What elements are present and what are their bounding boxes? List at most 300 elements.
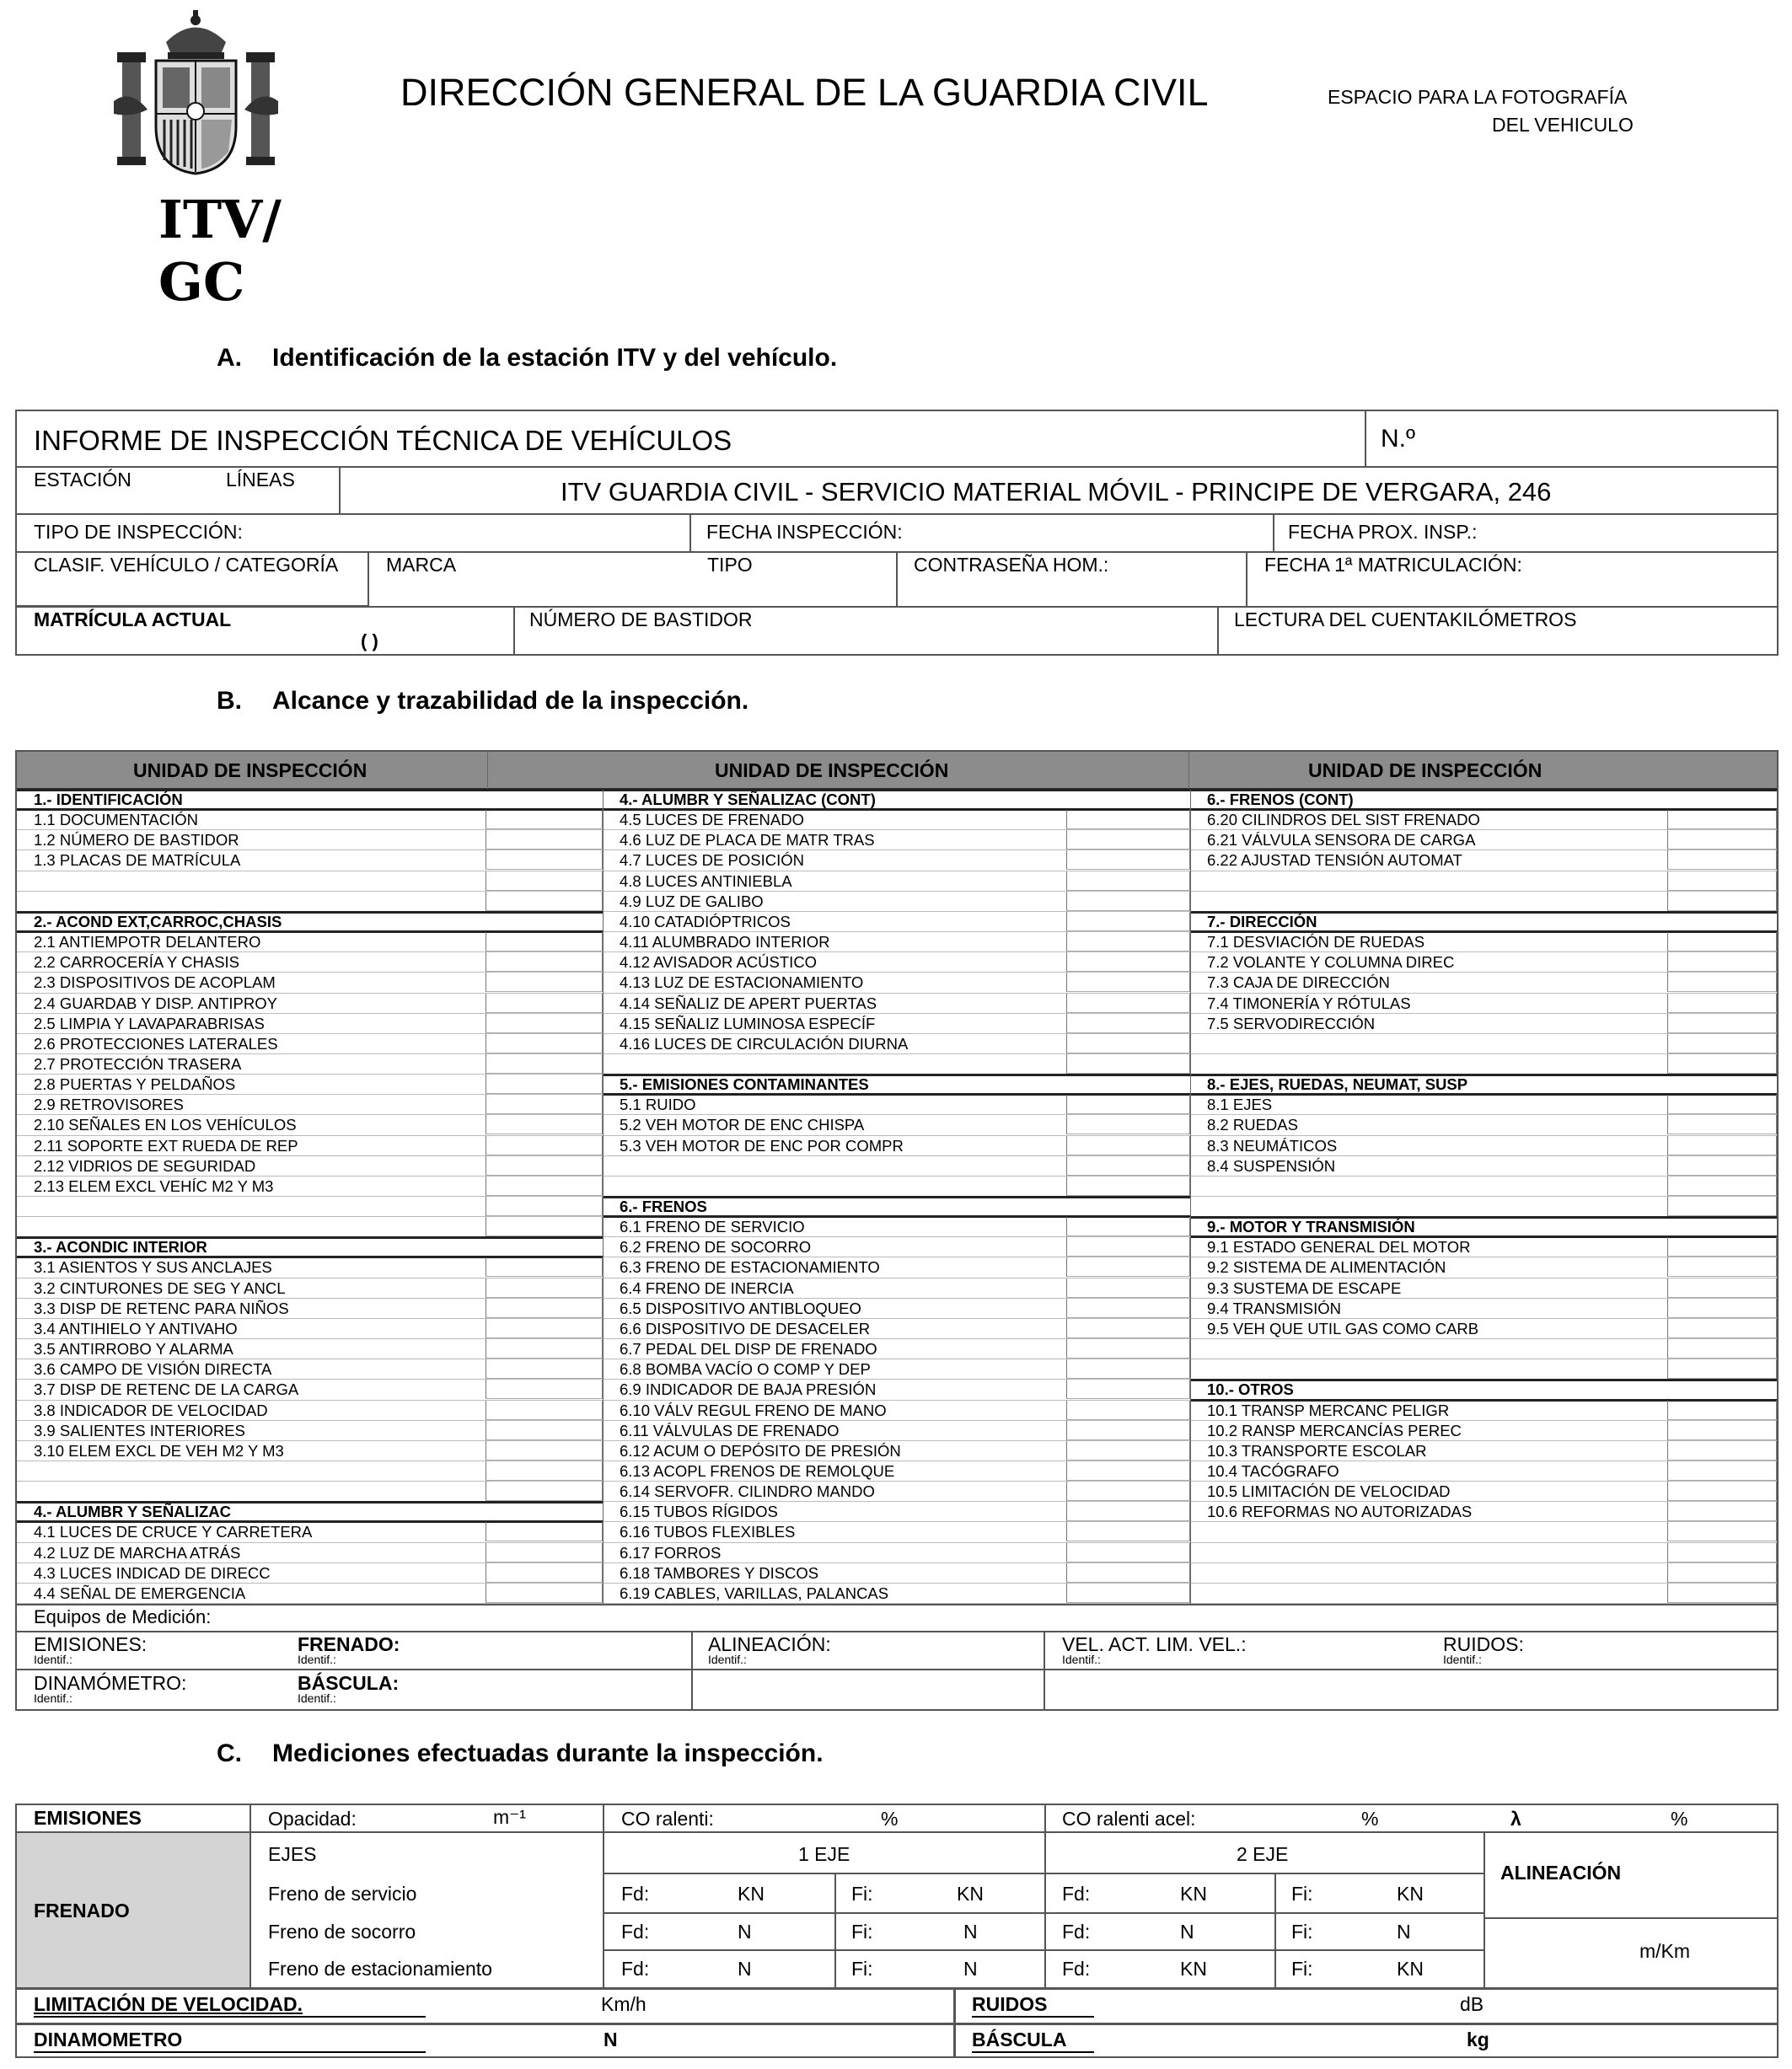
scope-check-cell[interactable] [1066, 1421, 1190, 1440]
scope-item-label: 2.10 SEÑALES EN LOS VEHÍCULOS [34, 1116, 297, 1134]
scope-item-label: 7.1 DESVIACIÓN DE RUEDAS [1207, 933, 1425, 951]
scope-check-cell[interactable] [486, 1177, 603, 1196]
scope-check-cell[interactable] [1066, 1034, 1190, 1053]
scope-item-label: 3.3 DISP DE RETENC PARA NIÑOS [34, 1299, 289, 1317]
scope-item-label: 6.20 CILINDROS DEL SIST FRENADO [1207, 811, 1480, 829]
scope-row [1190, 1075, 1777, 1094]
inspection-type-label: TIPO DE INSPECCIÓN: [34, 521, 243, 543]
estac-eje2-fd-unit: KN [1180, 1958, 1207, 1980]
scope-item-label: 4.8 LUCES ANTINIEBLA [620, 871, 792, 890]
column-divider [603, 790, 604, 1604]
estac-eje1-fd: Fd: [621, 1958, 650, 1980]
scope-item-label: 9.2 SISTEMA DE ALIMENTACIÓN [1207, 1258, 1446, 1277]
scope-item-label: 4.9 LUZ DE GALIBO [620, 892, 764, 910]
scope-item-label: 6.10 VÁLV REGUL FRENO DE MANO [620, 1401, 887, 1419]
servicio-eje2-fd: Fd: [1062, 1883, 1091, 1905]
scope-item-label: 10.2 RANSP MERCANCÍAS PEREC [1207, 1421, 1462, 1439]
scope-check-cell[interactable] [1667, 1522, 1777, 1541]
scope-item-label: 6.19 CABLES, VARILLAS, PALANCAS [620, 1584, 889, 1602]
co-ralenti-acel-percent: % [1361, 1808, 1379, 1830]
socorro-eje1-fi-unit: N [963, 1921, 978, 1943]
equip-frenado: FRENADO: [298, 1633, 400, 1655]
servicio-eje1-fd: Fd: [621, 1883, 650, 1905]
section-b-title [217, 689, 748, 714]
scope-check-cell[interactable] [486, 1034, 603, 1053]
socorro-eje1-fi: Fi: [851, 1921, 873, 1943]
scope-row [17, 912, 603, 931]
section-c-title-text: Mediciones efectuadas durante la inspección. [272, 1739, 824, 1767]
scope-check-cell[interactable] [1066, 1482, 1190, 1501]
scope-check-cell[interactable] [1066, 1339, 1190, 1359]
scope-check-cell[interactable] [486, 1522, 603, 1541]
scope-check-cell[interactable] [486, 1461, 603, 1481]
section-b-letter: B. [217, 687, 242, 715]
n-unit: N [604, 2029, 618, 2050]
servicio-eje2-fd-unit: KN [1180, 1883, 1207, 1905]
scope-section-header: 4.- ALUMBR Y SEÑALIZAC (CONT) [620, 791, 876, 808]
plate-label: MATRÍCULA ACTUAL [34, 608, 232, 630]
equipment-label: Equipos de Medición: [34, 1606, 212, 1627]
scope-item-label: 2.3 DISPOSITIVOS DE ACOPLAM [34, 973, 276, 992]
equip-bascula-identif: Identif.: [298, 1691, 336, 1705]
opacidad-unit: m⁻¹ [493, 1806, 526, 1828]
scope-item-label: 3.2 CINTURONES DE SEG Y ANCL [34, 1278, 286, 1297]
column-divider [1190, 790, 1191, 1604]
lambda-percent: % [1671, 1808, 1688, 1830]
scope-check-cell[interactable] [1667, 1563, 1777, 1583]
scope-item-label: 1.1 DOCUMENTACIÓN [34, 811, 198, 829]
scope-check-cell[interactable] [1667, 871, 1777, 891]
section-divider [1190, 789, 1777, 791]
scope-item-label: 4.10 CATADIÓPTRICOS [620, 912, 791, 930]
scope-check-cell[interactable] [1066, 1563, 1190, 1583]
scope-item-label: 9.1 ESTADO GENERAL DEL MOTOR [1207, 1238, 1471, 1257]
section-divider [603, 1074, 1190, 1076]
scope-check-cell[interactable] [1066, 850, 1190, 870]
scope-check-cell[interactable] [486, 1075, 603, 1094]
scope-check-cell[interactable] [1667, 892, 1777, 911]
scope-check-cell[interactable] [1667, 1014, 1777, 1033]
scope-item-label: 4.12 AVISADOR ACÚSTICO [620, 953, 818, 972]
scope-item-label: 6.1 FRENO DE SERVICIO [620, 1218, 805, 1236]
equip-dinamometro-identif: Identif.: [34, 1691, 72, 1705]
scope-check-cell[interactable] [1667, 973, 1777, 992]
scope-item-label: 3.4 ANTIHIELO Y ANTIVAHO [34, 1319, 238, 1337]
scope-row [603, 1197, 1190, 1216]
scope-item-label: 3.1 ASIENTOS Y SUS ANCLAJES [34, 1258, 272, 1277]
lambda-label: λ [1510, 1808, 1521, 1830]
scope-section-header: 5.- EMISIONES CONTAMINANTES [620, 1075, 869, 1094]
co-ralenti-percent: % [881, 1808, 899, 1830]
scope-check-cell[interactable] [1066, 1584, 1190, 1603]
scope-item-label: 4.11 ALUMBRADO INTERIOR [620, 933, 830, 951]
scope-section-header: 6.- FRENOS (CONT) [1207, 791, 1354, 808]
scope-item-label: 1.3 PLACAS DE MATRÍCULA [34, 851, 241, 870]
scope-row [1190, 912, 1777, 931]
scope-check-cell[interactable] [1667, 1177, 1777, 1196]
equip-frenado-identif: Identif.: [298, 1653, 336, 1666]
scope-item-label: 2.2 CARROCERÍA Y CHASIS [34, 953, 240, 972]
estac-eje2-fi-unit: KN [1397, 1958, 1424, 1980]
scope-item-label: 6.8 BOMBA VACÍO O COMP Y DEP [620, 1360, 871, 1379]
scope-check-cell[interactable] [486, 892, 603, 911]
socorro-eje1-fd: Fd: [621, 1921, 650, 1943]
scope-check-cell[interactable] [486, 1319, 603, 1338]
scope-check-cell[interactable] [486, 1217, 603, 1236]
bascula-label: BÁSCULA [972, 2029, 1067, 2050]
scope-row [17, 1237, 603, 1257]
scope-check-cell[interactable] [486, 1257, 603, 1277]
scope-check-cell[interactable] [1667, 1095, 1777, 1114]
scope-item-label: 3.5 ANTIRROBO Y ALARMA [34, 1340, 233, 1358]
station-label: ESTACIÓN [34, 469, 131, 490]
equip-bascula: BÁSCULA: [298, 1672, 400, 1694]
scope-check-cell[interactable] [1066, 1522, 1190, 1541]
scope-check-cell[interactable] [1066, 1319, 1190, 1338]
socorro-eje2-fi-unit: N [1397, 1921, 1411, 1943]
scope-check-cell[interactable] [486, 1482, 603, 1501]
scope-item-label: 7.2 VOLANTE Y COLUMNA DIREC [1207, 953, 1455, 972]
estac-eje1-fi-unit: N [963, 1958, 978, 1980]
scope-item-label: 6.5 DISPOSITIVO ANTIBLOQUEO [620, 1299, 861, 1317]
scope-check-cell[interactable] [1667, 850, 1777, 870]
station-value: ITV GUARDIA CIVIL - SERVICIO MATERIAL MÓVIL - PRINCIPE DE VERGARA, 246 [561, 477, 1552, 507]
scope-item-label: 5.1 RUIDO [620, 1096, 696, 1114]
scope-check-cell[interactable] [1667, 1237, 1777, 1257]
scope-item-label: 7.3 CAJA DE DIRECCIÓN [1207, 973, 1390, 992]
scope-item-label: 4.2 LUZ DE MARCHA ATRÁS [34, 1543, 241, 1562]
scope-item-label: 3.7 DISP DE RETENC DE LA CARGA [34, 1380, 299, 1399]
scope-item-label: 4.6 LUZ DE PLACA DE MATR TRAS [620, 831, 875, 850]
alineacion-unit: m/Km [1639, 1940, 1691, 1962]
estac-eje2-fi: Fi: [1291, 1958, 1313, 1980]
scope-item-label: 6.21 VÁLVULA SENSORA DE CARGA [1207, 831, 1476, 850]
scope-item-label: 4.14 SEÑALIZ DE APERT PUERTAS [620, 994, 877, 1012]
scope-check-cell[interactable] [486, 830, 603, 850]
scope-check-cell[interactable] [1066, 973, 1190, 992]
section-b-title-text: Alcance y trazabilidad de la inspección. [272, 687, 749, 715]
scope-item-label: 5.2 VEH MOTOR DE ENC CHISPA [620, 1116, 865, 1134]
scope-item-label: 3.10 ELEM EXCL DE VEH M2 Y M3 [34, 1441, 284, 1460]
scope-item-label: 2.13 ELEM EXCL VEHÍC M2 Y M3 [34, 1177, 274, 1195]
chassis-label: NÚMERO DE BASTIDOR [529, 608, 753, 630]
section-divider [1190, 1074, 1777, 1076]
scope-item-label: 8.4 SUSPENSIÓN [1207, 1156, 1336, 1175]
scope-check-cell[interactable] [1066, 892, 1190, 911]
scope-check-cell[interactable] [486, 1197, 603, 1216]
scope-check-cell[interactable] [486, 932, 603, 951]
scope-check-cell[interactable] [1066, 1299, 1190, 1318]
scope-check-cell[interactable] [1066, 932, 1190, 951]
scope-item-label: 6.22 AJUSTAD TENSIÓN AUTOMAT [1207, 851, 1462, 870]
section-c-title [217, 1741, 824, 1766]
scope-check-cell[interactable] [1667, 1502, 1777, 1521]
scope-check-cell[interactable] [1667, 994, 1777, 1013]
scope-check-cell[interactable] [1667, 1197, 1777, 1216]
scope-item-label: 4.7 LUCES DE POSICIÓN [620, 851, 804, 870]
scope-check-cell[interactable] [1066, 1380, 1190, 1399]
inspection-date-label: FECHA INSPECCIÓN: [706, 521, 903, 543]
scope-section-header: 6.- FRENOS [620, 1198, 707, 1215]
scope-row [17, 790, 603, 809]
odometer-label: LECTURA DEL CUENTAKILÓMETROS [1234, 608, 1577, 630]
scope-check-cell[interactable] [1066, 1401, 1190, 1420]
scope-check-cell[interactable] [1667, 1339, 1777, 1359]
section-c-letter: C. [217, 1739, 242, 1767]
scope-item-label: 7.4 TIMONERÍA Y RÓTULAS [1207, 994, 1411, 1012]
equip-dinamometro: DINAMÓMETRO: [34, 1672, 187, 1694]
make-label: MARCA [386, 554, 457, 576]
scope-check-cell[interactable] [486, 973, 603, 992]
scope-item-label: 6.7 PEDAL DEL DISP DE FRENADO [620, 1340, 877, 1358]
scope-check-cell[interactable] [1066, 1177, 1190, 1196]
scope-check-cell[interactable] [1066, 1278, 1190, 1298]
scope-check-cell[interactable] [1066, 830, 1190, 850]
scope-item-label: 4.16 LUCES DE CIRCULACIÓN DIURNA [620, 1034, 909, 1053]
equip-vel: VEL. ACT. LIM. VEL.: [1062, 1633, 1247, 1655]
scope-check-cell[interactable] [1667, 1543, 1777, 1562]
scope-check-cell[interactable] [486, 994, 603, 1013]
equip-ruidos-identif: Identif.: [1443, 1653, 1482, 1666]
scope-check-cell[interactable] [1667, 1359, 1777, 1379]
scope-item-label: 4.15 SEÑALIZ LUMINOSA ESPECÍF [620, 1014, 876, 1032]
scope-row [1190, 790, 1777, 809]
scope-row [1190, 1217, 1777, 1236]
equip-alineacion-identif: Identif.: [708, 1653, 747, 1666]
limitacion-label: LIMITACIÓN DE VELOCIDAD. [34, 1993, 303, 2015]
scope-check-cell[interactable] [1667, 1054, 1777, 1074]
scope-check-cell[interactable] [486, 1563, 603, 1583]
socorro-eje2-fi: Fi: [1291, 1921, 1313, 1943]
scope-item-label: 6.11 VÁLVULAS DE FRENADO [620, 1421, 840, 1439]
lines-label: LÍNEAS [226, 469, 295, 490]
scope-check-cell[interactable] [1066, 1014, 1190, 1033]
scope-item-label: 9.3 SUSTEMA DE ESCAPE [1207, 1278, 1402, 1297]
scope-check-cell[interactable] [1066, 912, 1190, 931]
scope-check-cell[interactable] [1066, 952, 1190, 972]
col-header-1: UNIDAD DE INSPECCIÓN [133, 759, 368, 781]
scope-check-cell[interactable] [1066, 1441, 1190, 1461]
kg-unit: kg [1467, 2029, 1489, 2050]
scope-check-cell[interactable] [1066, 871, 1190, 891]
scope-check-cell[interactable] [486, 1441, 603, 1461]
scope-check-cell[interactable] [1667, 1482, 1777, 1501]
photo-space-line2: DEL VEHICULO [1492, 114, 1634, 136]
scope-check-cell[interactable] [1667, 952, 1777, 972]
scope-item-label: 9.4 TRANSMISIÓN [1207, 1299, 1342, 1317]
section-a-letter: A. [217, 344, 242, 372]
scope-item-label: 6.14 SERVOFR. CILINDRO MANDO [620, 1482, 875, 1501]
section-divider [603, 1196, 1190, 1198]
servicio-eje1-fi: Fi: [851, 1883, 873, 1905]
scope-section-header: 10.- OTROS [1207, 1380, 1294, 1399]
scope-check-cell[interactable] [1667, 1299, 1777, 1318]
ejes-label: EJES [268, 1843, 317, 1865]
scope-check-cell[interactable] [1667, 1401, 1777, 1420]
scope-check-cell[interactable] [486, 1584, 603, 1603]
scope-check-cell[interactable] [1066, 994, 1190, 1013]
servicio-eje2-fi-unit: KN [1397, 1883, 1424, 1905]
scope-section-header: 8.- EJES, RUEDAS, NEUMAT, SUSP [1207, 1075, 1468, 1094]
estac-eje1-fi: Fi: [851, 1958, 873, 1980]
scope-item-label: 4.5 LUCES DE FRENADO [620, 811, 804, 829]
scope-item-label: 2.1 ANTIEMPOTR DELANTERO [34, 933, 261, 951]
section-divider [1190, 911, 1777, 914]
scope-check-cell[interactable] [1667, 1319, 1777, 1338]
scope-item-label: 2.5 LIMPIA Y LAVAPARABRISAS [34, 1014, 265, 1032]
socorro-eje2-fd-unit: N [1180, 1921, 1194, 1943]
scope-item-label: 5.3 VEH MOTOR DE ENC POR COMPR [620, 1136, 904, 1155]
section-divider [1190, 1216, 1777, 1219]
photo-space-line1: ESPACIO PARA LA FOTOGRAFÍA [1328, 86, 1628, 108]
scope-check-cell[interactable] [1667, 830, 1777, 850]
scope-check-cell[interactable] [1066, 1543, 1190, 1562]
scope-check-cell[interactable] [1066, 1502, 1190, 1521]
scope-check-cell[interactable] [486, 1339, 603, 1359]
co-ralenti-acel-label: CO ralenti acel: [1062, 1808, 1196, 1830]
scope-check-cell[interactable] [486, 1095, 603, 1114]
servicio-eje1-fd-unit: KN [738, 1883, 765, 1905]
scope-check-cell[interactable] [486, 1299, 603, 1318]
scope-check-cell[interactable] [486, 810, 603, 829]
scope-item-label: 2.4 GUARDAB Y DISP. ANTIPROY [34, 994, 277, 1012]
scope-item-label: 9.5 VEH QUE UTIL GAS COMO CARB [1207, 1319, 1479, 1337]
alineacion-label: ALINEACIÓN [1500, 1862, 1622, 1884]
scope-section-header: 9.- MOTOR Y TRANSMISIÓN [1207, 1218, 1415, 1236]
scope-check-cell[interactable] [486, 1136, 603, 1155]
report-title: INFORME DE INSPECCIÓN TÉCNICA DE VEHÍCULOS [34, 425, 732, 456]
scope-check-cell[interactable] [486, 1054, 603, 1074]
freno-estacionamiento-label: Freno de estacionamiento [268, 1958, 492, 1980]
scope-check-cell[interactable] [1066, 1095, 1190, 1114]
scope-check-cell[interactable] [486, 1401, 603, 1420]
agency-title: DIRECCIÓN GENERAL DE LA GUARDIA CIVIL [400, 71, 1209, 114]
scope-item-label: 6.18 TAMBORES Y DISCOS [620, 1563, 819, 1582]
scope-check-cell[interactable] [486, 1380, 603, 1399]
scope-check-cell[interactable] [1667, 1584, 1777, 1603]
section-a-title-text: Identificación de la estación ITV y del vehículo. [272, 344, 838, 372]
scope-item-label: 6.4 FRENO DE INERCIA [620, 1278, 794, 1297]
scope-check-cell[interactable] [1667, 1136, 1777, 1155]
scope-item-label: 3.8 INDICADOR DE VELOCIDAD [34, 1401, 268, 1419]
scope-check-cell[interactable] [1066, 1237, 1190, 1257]
scope-check-cell[interactable] [486, 1156, 603, 1176]
scope-check-cell[interactable] [1066, 1217, 1190, 1236]
scope-check-cell[interactable] [1667, 1421, 1777, 1440]
scope-check-cell[interactable] [1066, 1359, 1190, 1379]
scope-item-label: 7.5 SERVODIRECCIÓN [1207, 1014, 1376, 1032]
scope-check-cell[interactable] [1667, 1278, 1777, 1298]
socorro-eje1-fd-unit: N [738, 1921, 752, 1943]
scope-item-label: 10.5 LIMITACIÓN DE VELOCIDAD [1207, 1482, 1451, 1501]
scope-check-cell[interactable] [1066, 1461, 1190, 1481]
scope-item-label: 6.17 FORROS [620, 1543, 722, 1562]
section-a-title [217, 346, 837, 371]
dinamometro-label: DINAMOMETRO [34, 2029, 183, 2050]
coat-of-arms-logo [114, 8, 278, 177]
scope-section-header: 7.- DIRECCIÓN [1207, 912, 1317, 930]
scope-item-label: 6.6 DISPOSITIVO DE DESACELER [620, 1319, 871, 1337]
scope-check-cell[interactable] [1066, 1115, 1190, 1134]
freno-servicio-label: Freno de servicio [268, 1883, 417, 1905]
scope-item-label: 2.9 RETROVISORES [34, 1096, 184, 1114]
frenado-label: FRENADO [34, 1900, 130, 1922]
equip-ruidos: RUIDOS: [1443, 1633, 1524, 1655]
plate-parens: ( ) [361, 630, 378, 651]
estac-eje1-fd-unit: N [738, 1958, 752, 1980]
scope-item-label: 10.1 TRANSP MERCANC PELIGR [1207, 1401, 1450, 1419]
scope-section-header: 2.- ACOND EXT,CARROC,CHASIS [34, 912, 282, 930]
form-code-line1: ITV/ [158, 189, 282, 250]
col-header-2: UNIDAD DE INSPECCIÓN [715, 759, 949, 781]
scope-row [17, 1502, 603, 1521]
eje1-label: 1 EJE [798, 1843, 850, 1865]
col-header-3: UNIDAD DE INSPECCIÓN [1308, 759, 1543, 781]
scope-item-label: 3.6 CAMPO DE VISIÓN DIRECTA [34, 1360, 272, 1379]
scope-item-label: 6.12 ACUM O DEPÓSITO DE PRESIÓN [620, 1441, 901, 1460]
scope-check-cell[interactable] [1667, 810, 1777, 829]
scope-check-cell[interactable] [1667, 1257, 1777, 1277]
scope-item-label: 6.13 ACOPL FRENOS DE REMOLQUE [620, 1461, 895, 1480]
type-label: TIPO [707, 554, 753, 576]
scope-check-cell[interactable] [486, 1278, 603, 1298]
scope-check-cell[interactable] [1667, 1441, 1777, 1461]
scope-row [603, 1075, 1190, 1094]
scope-check-cell[interactable] [1066, 1136, 1190, 1155]
scope-item-label: 4.4 SEÑAL DE EMERGENCIA [34, 1584, 246, 1602]
scope-item-label: 10.3 TRANSPORTE ESCOLAR [1207, 1441, 1427, 1460]
scope-item-label: 2.8 PUERTAS Y PELDAÑOS [34, 1075, 236, 1094]
scope-check-cell[interactable] [1066, 1257, 1190, 1277]
eje2-label: 2 EJE [1237, 1843, 1289, 1865]
scope-check-cell[interactable] [486, 1359, 603, 1379]
section-divider [17, 789, 603, 791]
section-divider [603, 789, 1190, 791]
scope-item-label: 6.16 TUBOS FLEXIBLES [620, 1523, 796, 1541]
scope-item-label: 6.2 FRENO DE SOCORRO [620, 1238, 812, 1257]
report-number-field[interactable] [1433, 418, 1770, 460]
scope-check-cell[interactable] [1667, 932, 1777, 951]
scope-item-label: 2.6 PROTECCIONES LATERALES [34, 1034, 278, 1053]
scope-check-cell[interactable] [1667, 1156, 1777, 1176]
scope-check-cell[interactable] [486, 1115, 603, 1134]
scope-check-cell[interactable] [486, 1014, 603, 1033]
scope-check-cell[interactable] [1066, 1156, 1190, 1176]
scope-check-cell[interactable] [486, 850, 603, 870]
scope-check-cell[interactable] [486, 1543, 603, 1562]
scope-check-cell[interactable] [1667, 1115, 1777, 1134]
scope-check-cell[interactable] [1066, 810, 1190, 829]
servicio-eje1-fi-unit: KN [957, 1883, 984, 1905]
scope-item-label: 4.3 LUCES INDICAD DE DIRECC [34, 1563, 271, 1582]
scope-item-label: 4.13 LUZ DE ESTACIONAMIENTO [620, 973, 864, 992]
scope-check-cell[interactable] [486, 871, 603, 891]
scope-item-label: 6.15 TUBOS RÍGIDOS [620, 1503, 778, 1521]
equip-alineacion: ALINEACIÓN: [708, 1633, 831, 1655]
scope-row [1190, 1380, 1777, 1399]
scope-check-cell[interactable] [1667, 1034, 1777, 1053]
scope-check-cell[interactable] [1667, 1461, 1777, 1481]
scope-item-label: 2.7 PROTECCIÓN TRASERA [34, 1054, 242, 1073]
scope-check-cell[interactable] [486, 952, 603, 972]
scope-item-label: 10.6 REFORMAS NO AUTORIZADAS [1207, 1503, 1473, 1521]
kmh-unit: Km/h [601, 1993, 647, 2015]
scope-check-cell[interactable] [1066, 1054, 1190, 1074]
scope-check-cell[interactable] [486, 1421, 603, 1440]
db-unit: dB [1460, 1993, 1484, 2015]
servicio-eje2-fi: Fi: [1291, 1883, 1313, 1905]
vehicle-class-label: CLASIF. VEHÍCULO / CATEGORÍA [34, 554, 339, 576]
